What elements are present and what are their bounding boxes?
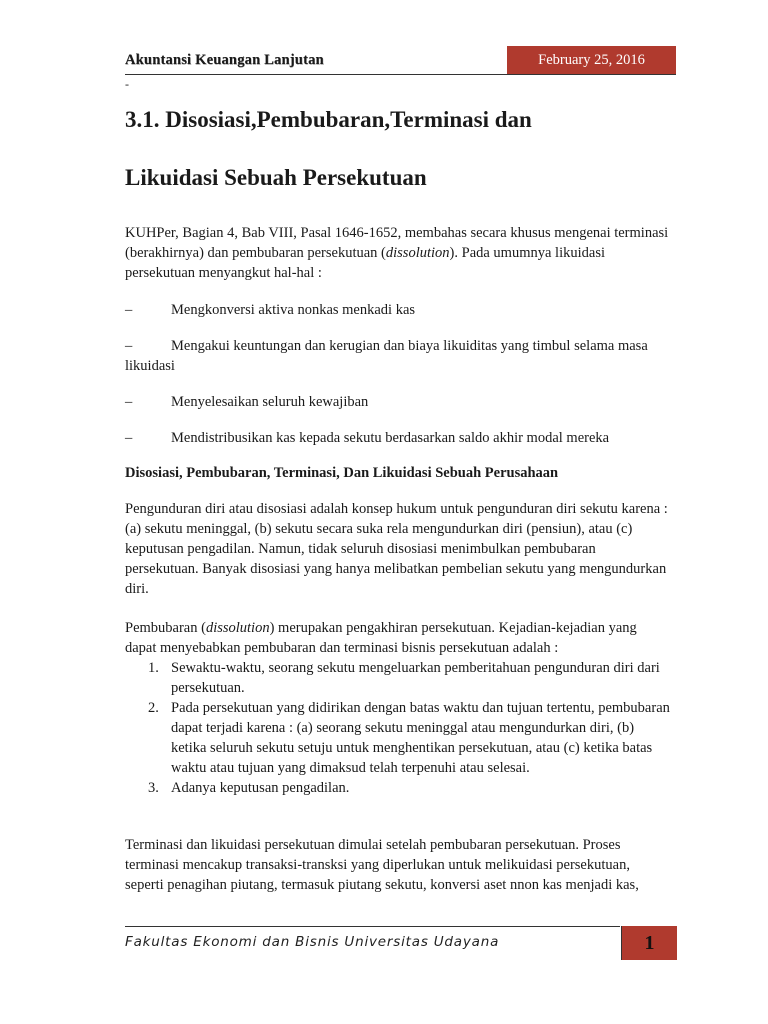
list-item xyxy=(125,698,670,778)
bullet-dash: – xyxy=(125,430,133,446)
bullet-item xyxy=(125,392,670,412)
intro-italic: dissolution xyxy=(385,245,450,261)
header-title: Akuntansi Keuangan Lanjutan xyxy=(125,52,324,68)
paragraph-terminasi: Terminasi dan likuidasi persekutuan dimulai setelah pembubaran persekutuan. Proses terminasi mencakup transaksi-transksi yang diperlukan untuk melikuidasi persekutuan, seperti penagihan piutang, termasuk piutang sekutu, konversi aset nnon kas menjadi kas, xyxy=(125,837,639,893)
section-heading-line-2: Likuidasi Sebuah Persekutuan xyxy=(125,165,427,190)
list-text: Sewaktu-waktu, seorang sekutu mengeluarkan pemberitahuan pengunduran diri dari persekutuan. xyxy=(171,660,660,696)
subheading: Disosiasi, Pembubaran, Terminasi, Dan Likuidasi Sebuah Perusahaan xyxy=(125,465,559,481)
bullet-text: Mendistribusikan kas kepada sekutu berdasarkan saldo akhir modal mereka xyxy=(171,430,610,446)
list-item xyxy=(125,658,670,698)
bullet-item xyxy=(125,300,670,320)
bullet-item xyxy=(125,428,670,448)
footer-divider xyxy=(125,926,620,927)
footer-institution: Fakultas Ekonomi dan Bisnis Universitas Udayana xyxy=(125,934,500,950)
bullet-dash: – xyxy=(125,302,133,318)
intro-text-2: ). Pada umumnya likuidasi persekutuan menyangkut hal-hal : xyxy=(125,245,605,281)
paragraph-pembubaran xyxy=(125,618,670,658)
list-number: 2. xyxy=(148,700,159,716)
list-text: Pada persekutuan yang didirikan dengan batas waktu dan tujuan tertentu, pembubaran dapat terjadi karena : (a) seorang sekutu meninggal atau mengundurkan diri, (b) ketika seluruh sekutu setuju untuk menghentikan persekutuan, atau (c) ketika batas waktu atau tujuan yang dimaksud telah terpenuhi atau selesai. xyxy=(171,700,670,776)
bullet-text: Mengkonversi aktiva nonkas menkadi kas xyxy=(171,302,416,318)
bullet-text: Menyelesaikan seluruh kewajiban xyxy=(171,394,369,410)
para2-text-1: Pembubaran ( xyxy=(125,620,206,636)
para2-italic: dissolution xyxy=(205,620,270,636)
para2-text-2: ) merupakan pengakhiran persekutuan. Kejadian-kejadian yang dapat menyebabkan pembubaran dan terminasi bisnis persekutuan adalah : xyxy=(125,620,637,656)
bullet-dash: – xyxy=(125,338,133,354)
section-heading-line-1: 3.1. Disosiasi,Pembubaran,Terminasi dan xyxy=(125,107,532,132)
intro-paragraph xyxy=(125,223,670,283)
header-date-badge: February 25, 2016 xyxy=(507,46,676,75)
header-dash: - xyxy=(125,77,129,91)
page-number-badge: 1 xyxy=(621,926,677,960)
list-number: 1. xyxy=(148,660,159,676)
numbered-list xyxy=(125,658,670,798)
list-item xyxy=(125,778,670,798)
paragraph-disosiasi: Pengunduran diri atau disosiasi adalah konsep hukum untuk pengunduran diri sekutu karena : (a) sekutu meninggal, (b) sekutu secara suka rela mengundurkan diri (pensiun), atau (c) keputusan pengadilan. Namun, tidak seluruh disosiasi menimbulkan pembubaran persekutuan. Banyak disosiasi yang hanya melibatkan pembelian sekutu yang mengundurkan diri. xyxy=(125,501,668,597)
bullet-text: Mengakui keuntungan dan kerugian dan biaya likuiditas yang timbul selama masa likuidasi xyxy=(125,338,648,374)
intro-text-1: KUHPer, Bagian 4, Bab VIII, Pasal 1646-1652, membahas secara khusus mengenai terminasi (berakhirnya) dan pembubaran persekutuan ( xyxy=(125,225,669,261)
bullet-dash: – xyxy=(125,394,133,410)
header-divider xyxy=(125,74,676,75)
list-text: Adanya keputusan pengadilan. xyxy=(171,780,350,796)
list-number: 3. xyxy=(148,780,159,796)
bullet-item xyxy=(125,336,670,376)
